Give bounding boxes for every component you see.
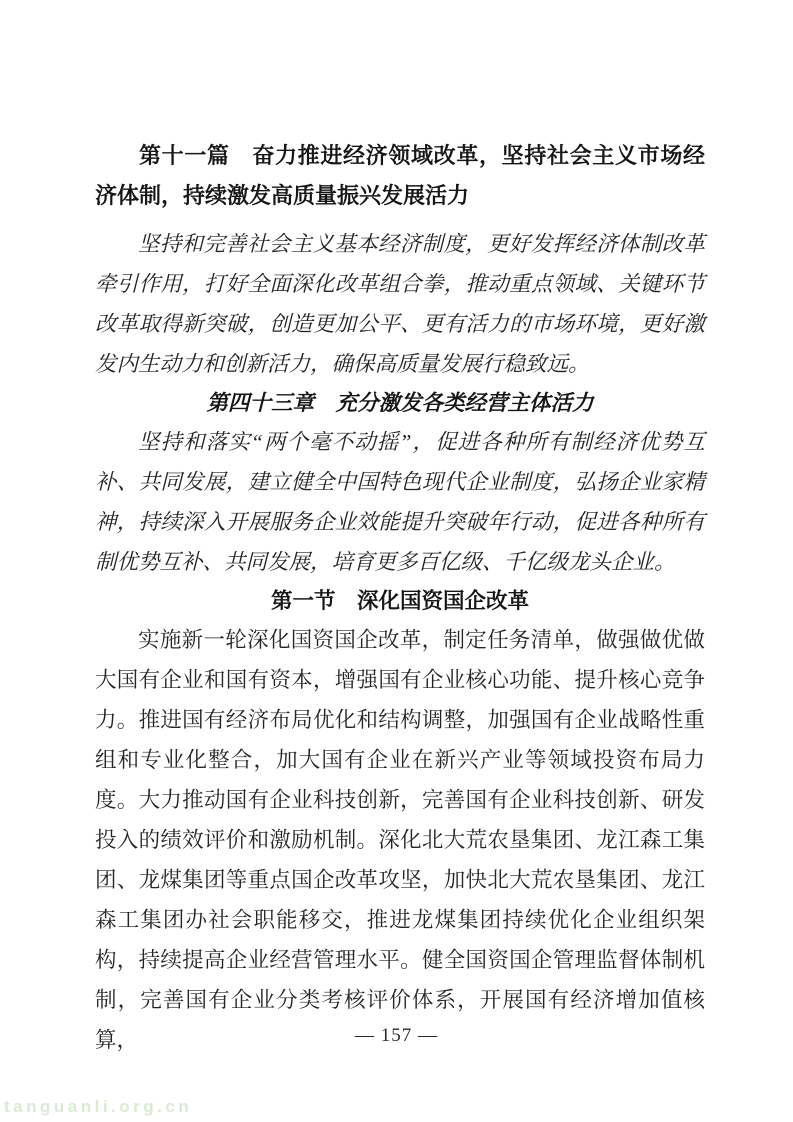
page-content xyxy=(95,136,705,1060)
section-title: 第一节 深化国资国企改革 xyxy=(270,589,529,613)
part-title: 第十一篇 奋力推进经济领域改革，坚持社会主义市场经济体制，持续激发高质量振兴发展活力 xyxy=(95,143,705,208)
watermark-text: tanguanli.org.cn xyxy=(4,1097,193,1116)
chapter-title: 第四十三章 充分激发各类经营主体活力 xyxy=(206,391,594,415)
part-intro-paragraph: 坚持和完善社会主义基本经济制度，更好发挥经济体制改革牵引作用，打好全面深化改革组合拳，推动重点领域、关键环节改革取得新突破，创造更加公平、更有活力的市场环境，更好激发内生动力和创新活力，确保高质量发展行稳致远。 xyxy=(95,232,705,376)
section-body-paragraph: 实施新一轮深化国资国企改革，制定任务清单，做强做优做大国有企业和国有资本，增强国有企业核心功能、提升核心竞争力。推进国有经济布局优化和结构调整，加强国有企业战略性重组和专业化整合，加大国有企业在新兴产业等领域投资布局力度。大力推动国有企业科技创新，完善国有企业科技创新、研发投入的绩效评价和激励机制。深化北大荒农垦集团、龙江森工集团、龙煤集团等重点国企改革攻坚，加快北大荒农垦集团、龙江森工集团办社会职能移交，推进龙煤集团持续优化企业组织架构，持续提高企业经营管理水平。健全国资国企管理监督体制机制，完善国有企业分类考核评价体系，开展国有经济增加值核算， xyxy=(95,628,705,1052)
chapter-intro-paragraph: 坚持和落实“两个毫不动摇”，促进各种所有制经济优势互补、共同发展，建立健全中国特色现代企业制度，弘扬企业家精神，持续深入开展服务企业效能提升突破年行动，促进各种所有制优势互补、共同发展，培育更多百亿级、千亿级龙头企业。 xyxy=(95,430,705,574)
page-number: — 157 — xyxy=(355,1025,438,1046)
